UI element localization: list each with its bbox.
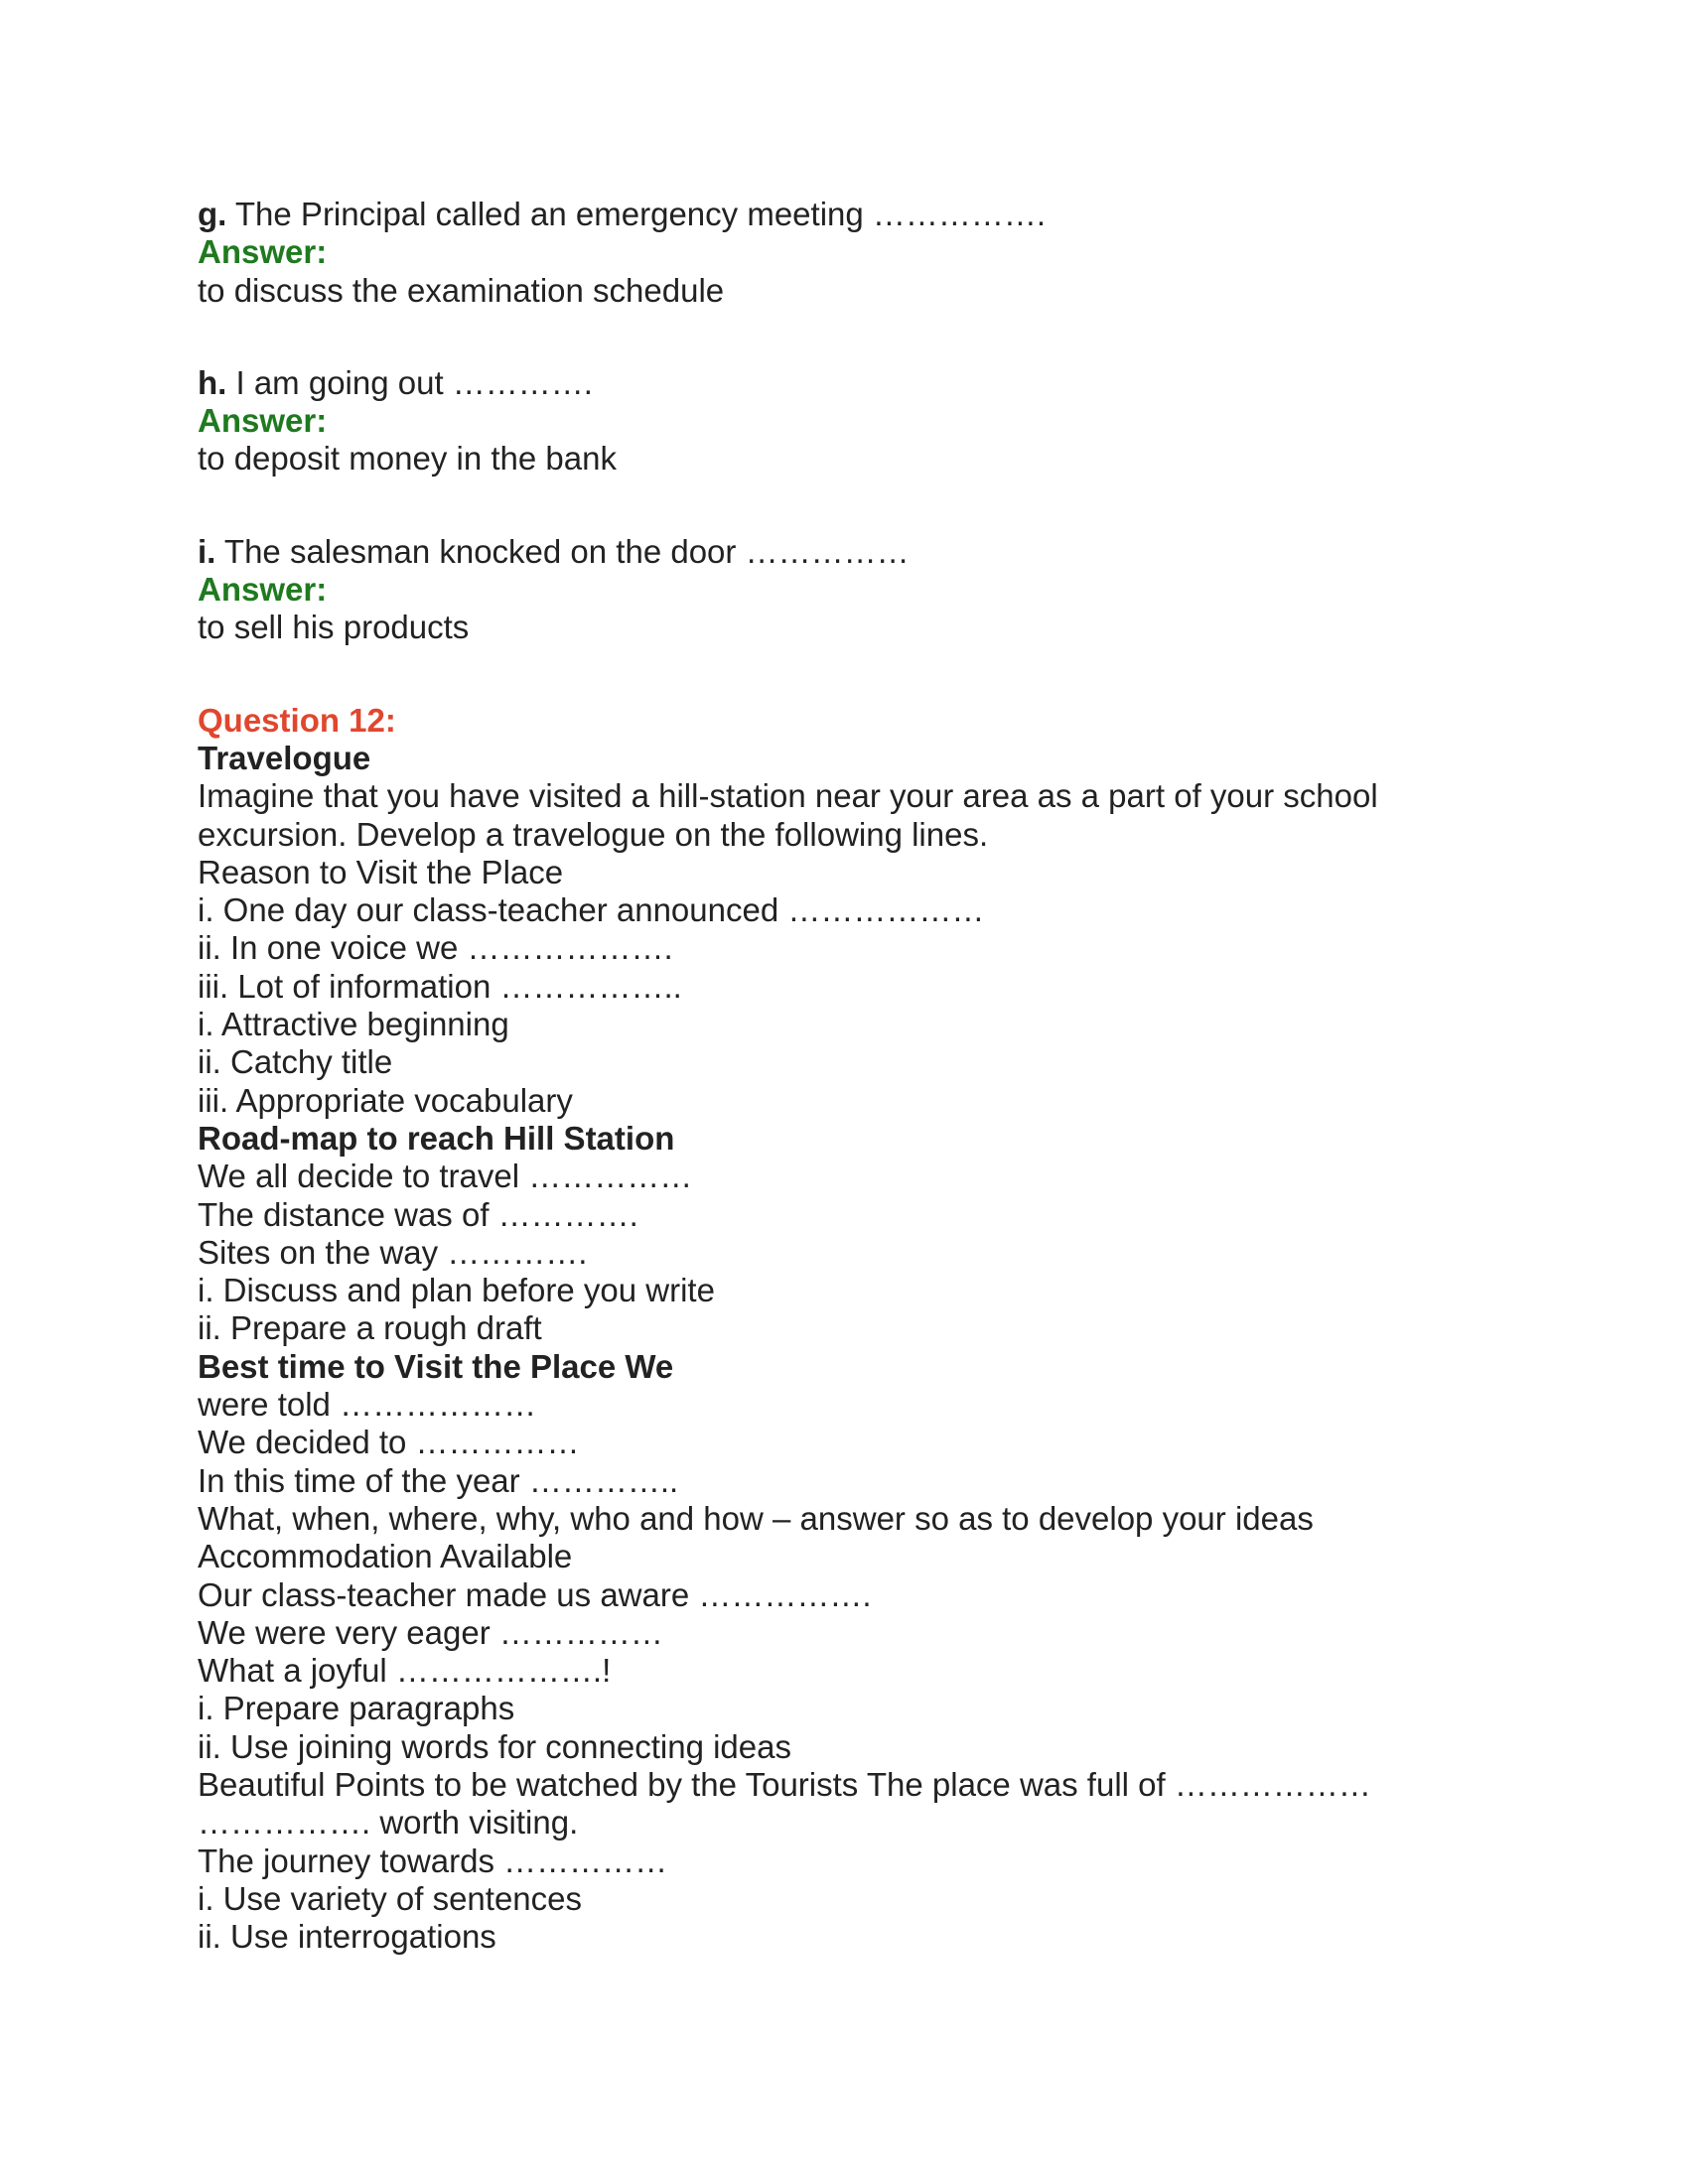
text-line: ii. Prepare a rough draft xyxy=(198,1309,542,1347)
qa-item-h xyxy=(198,364,1488,478)
text-line: ii. Use interrogations xyxy=(198,1918,496,1956)
section-heading: Road-map to reach Hill Station xyxy=(198,1119,675,1157)
question-text: I am going out …………. xyxy=(226,363,593,401)
text-line: The distance was of …………. xyxy=(198,1195,638,1233)
text-line: iii. Appropriate vocabulary xyxy=(198,1081,573,1119)
question-text: The salesman knocked on the door …………… xyxy=(215,532,910,570)
question-12-heading: Question 12: xyxy=(198,701,396,739)
qa-item-i xyxy=(198,533,1488,647)
section-heading: Best time to Visit the Place We xyxy=(198,1347,674,1385)
text-line: ……………. worth visiting. xyxy=(198,1804,579,1842)
question-line xyxy=(198,196,1488,233)
question-12-body xyxy=(198,777,1488,1956)
question-text: The Principal called an emergency meeting ……………. xyxy=(226,196,1047,232)
text-line: ii. Catchy title xyxy=(198,1043,393,1081)
qa-item-g xyxy=(198,196,1488,310)
text-line: Accommodation Available xyxy=(198,1538,573,1575)
text-line: Imagine that you have visited a hill-station near your area as a part of your school xyxy=(198,777,1378,815)
text-line: Beautiful Points to be watched by the Tourists The place was full of ……………… xyxy=(198,1765,1371,1803)
answer-label: Answer: xyxy=(198,571,328,609)
text-line: i. Discuss and plan before you write xyxy=(198,1272,715,1309)
question-line xyxy=(198,533,1488,571)
text-line: were told ……………… xyxy=(198,1386,537,1424)
text-line: In this time of the year ………….. xyxy=(198,1461,679,1499)
text-line: We all decide to travel …………… xyxy=(198,1158,693,1195)
text-line: ii. Use joining words for connecting ideas xyxy=(198,1727,791,1765)
text-line: ii. In one voice we ………………. xyxy=(198,929,673,967)
text-line: We decided to …………… xyxy=(198,1424,580,1461)
question-12-title: Travelogue xyxy=(198,739,371,776)
document-page xyxy=(198,196,1488,1956)
text-line: iii. Lot of information …………….. xyxy=(198,967,682,1005)
question-line xyxy=(198,364,1488,402)
text-line: The journey towards …………… xyxy=(198,1842,668,1879)
text-line: We were very eager …………… xyxy=(198,1613,663,1651)
answer-label: Answer: xyxy=(198,233,328,271)
question-label: h. xyxy=(198,363,227,401)
text-line: i. One day our class-teacher announced ……………… xyxy=(198,891,985,929)
question-label: g. xyxy=(198,196,227,232)
text-line: What a joyful ……………….! xyxy=(198,1652,612,1690)
text-line: What, when, where, why, who and how – answer so as to develop your ideas xyxy=(198,1499,1314,1537)
text-line: i. Prepare paragraphs xyxy=(198,1690,515,1727)
answer-text: to sell his products xyxy=(198,609,470,646)
question-label: i. xyxy=(198,532,216,570)
answer-label: Answer: xyxy=(198,402,328,440)
text-line: i. Use variety of sentences xyxy=(198,1879,583,1917)
text-line: Reason to Visit the Place xyxy=(198,853,564,890)
text-line: excursion. Develop a travelogue on the following lines. xyxy=(198,815,989,853)
text-line: Sites on the way …………. xyxy=(198,1233,588,1271)
answer-text: to discuss the examination schedule xyxy=(198,271,725,309)
answer-text: to deposit money in the bank xyxy=(198,440,617,478)
text-line: Our class-teacher made us aware ……………. xyxy=(198,1575,872,1613)
text-line: i. Attractive beginning xyxy=(198,1006,509,1043)
